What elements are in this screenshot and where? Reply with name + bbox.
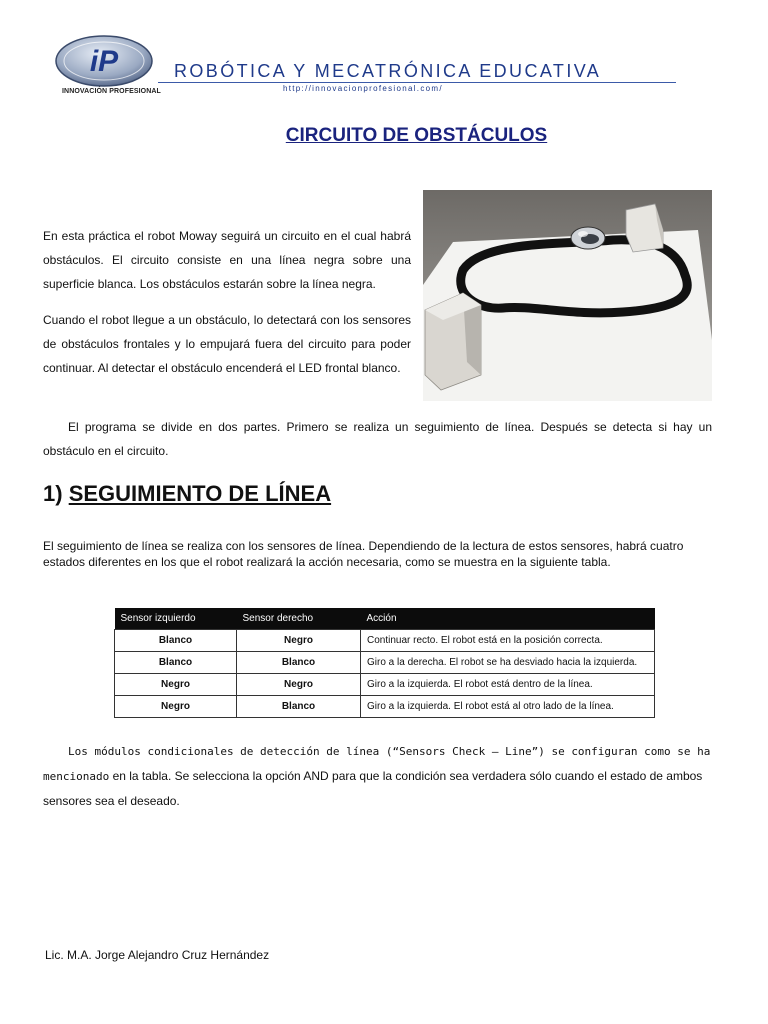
- sensor-states-table: [114, 608, 655, 718]
- document-title: CIRCUITO DE OBSTÁCULOS: [285, 125, 548, 146]
- closing-text: en la tabla. Se selecciona la opción AND para que la condición sea verdadera sólo cuando el estado de ambos sensores sea el deseado.: [43, 769, 703, 808]
- action-cell: Giro a la derecha. El robot se ha desviado hacia la izquierda.: [361, 651, 655, 673]
- intro-paragraph-2: Cuando el robot llegue a un obstáculo, lo detectará con los sensores de obstáculos frontales y lo empujará fuera del circuito para poder continuar. Al detectar el obstáculo encenderá el LED frontal blanco.: [43, 313, 411, 375]
- section-number: 1): [43, 481, 63, 506]
- left-sensor-cell: Negro: [115, 695, 237, 717]
- action-cell: Giro a la izquierda. El robot está al otro lado de la línea.: [361, 695, 655, 717]
- left-sensor-cell: Blanco: [115, 629, 237, 651]
- site-title: ROBÓTICA Y MECATRÓNICA EDUCATIVA: [174, 61, 602, 81]
- circuit-photo: [423, 190, 712, 401]
- left-sensor-cell: Blanco: [115, 651, 237, 673]
- header-left-sensor: Sensor izquierdo: [115, 608, 237, 629]
- right-sensor-cell: Blanco: [237, 695, 361, 717]
- right-sensor-cell: Blanco: [237, 651, 361, 673]
- left-sensor-cell: Negro: [115, 673, 237, 695]
- intro-paragraph-3: El programa se divide en dos partes. Primero se realiza un seguimiento de línea. Después se detecta si hay un obstáculo en el circuito.: [43, 420, 712, 458]
- footer-author: Lic. M.A. Jorge Alejandro Cruz Hernández: [45, 948, 270, 962]
- site-url[interactable]: http://innovacionprofesional.com/: [283, 84, 443, 93]
- closing-mono-text: Los módulos condicionales de detección de línea (“Sensors Check – Line”) se configuran como se ha mencionado: [43, 745, 711, 783]
- svg-text:iP: iP: [89, 45, 119, 78]
- section-heading: [43, 481, 331, 507]
- table-row: [115, 651, 655, 673]
- right-sensor-cell: Negro: [237, 673, 361, 695]
- section-paragraph: El seguimiento de línea se realiza con los sensores de línea. Dependiendo de la lectura de estos sensores, habrá cuatro estados diferentes en los que el robot realizará la acción necesaria, como se muestra en la siguiente tabla.: [43, 539, 684, 569]
- logo-caption: INNOVACIÓN PROFESIONAL: [62, 88, 161, 95]
- action-cell: Giro a la izquierda. El robot está dentro de la línea.: [361, 673, 655, 695]
- header-right-sensor: Sensor derecho: [237, 608, 361, 629]
- table-row: [115, 673, 655, 695]
- action-cell: Continuar recto. El robot está en la posición correcta.: [361, 629, 655, 651]
- closing-paragraph: [43, 739, 712, 813]
- table-row: [115, 629, 655, 651]
- table-header-row: [115, 608, 655, 629]
- section-title: SEGUIMIENTO DE LÍNEA: [68, 481, 332, 506]
- header-action: Acción: [361, 608, 655, 629]
- intro-paragraph-1: En esta práctica el robot Moway seguirá un circuito en el cual habrá obstáculos. El circuito consiste en una línea negra sobre una superficie blanca. Los obstáculos estarán sobre la línea negra.: [43, 229, 411, 291]
- right-sensor-cell: Negro: [237, 629, 361, 651]
- header-divider: [158, 82, 676, 83]
- table-row: [115, 695, 655, 717]
